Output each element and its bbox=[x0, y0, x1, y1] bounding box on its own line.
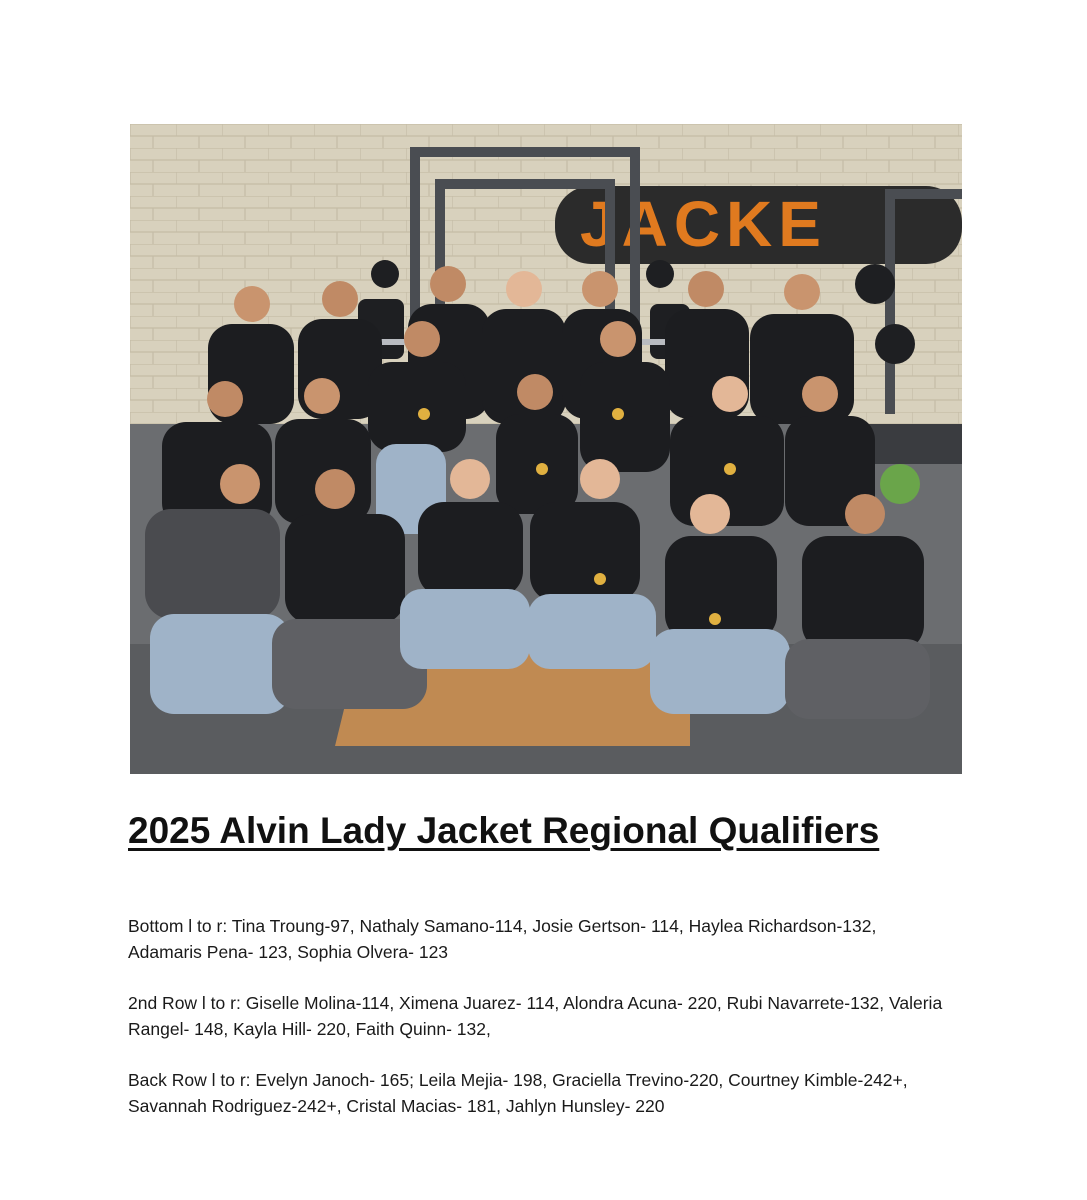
second-row-caption: 2nd Row l to r: Giselle Molina-114, Ximena Juarez- 114, Alondra Acuna- 220, Rubi Navarrete-132, Valeria Rangel- 148, Kayla Hill- 220, Faith Quinn- 132, bbox=[128, 993, 943, 1039]
back-row-caption: Back Row l to r: Evelyn Janoch- 165; Leila Mejia- 198, Graciella Trevino-220, Courtney Kimble-242+, Savannah Rodriguez-242+, Cristal Macias- 181, Jahlyn Hunsley- 220 bbox=[128, 1070, 908, 1116]
bottom-row-caption: Bottom l to r: Tina Troung-97, Nathaly Samano-114, Josie Gertson- 114, Haylea Richardson-132, Adamaris Pena- 123, Sophia Olvera- 123 bbox=[128, 916, 877, 962]
team-photo bbox=[130, 124, 962, 774]
wall-sign-text: JACKE bbox=[580, 188, 827, 260]
team-photo-illustration bbox=[130, 124, 962, 774]
page-title: 2025 Alvin Lady Jacket Regional Qualifiers bbox=[128, 810, 880, 851]
